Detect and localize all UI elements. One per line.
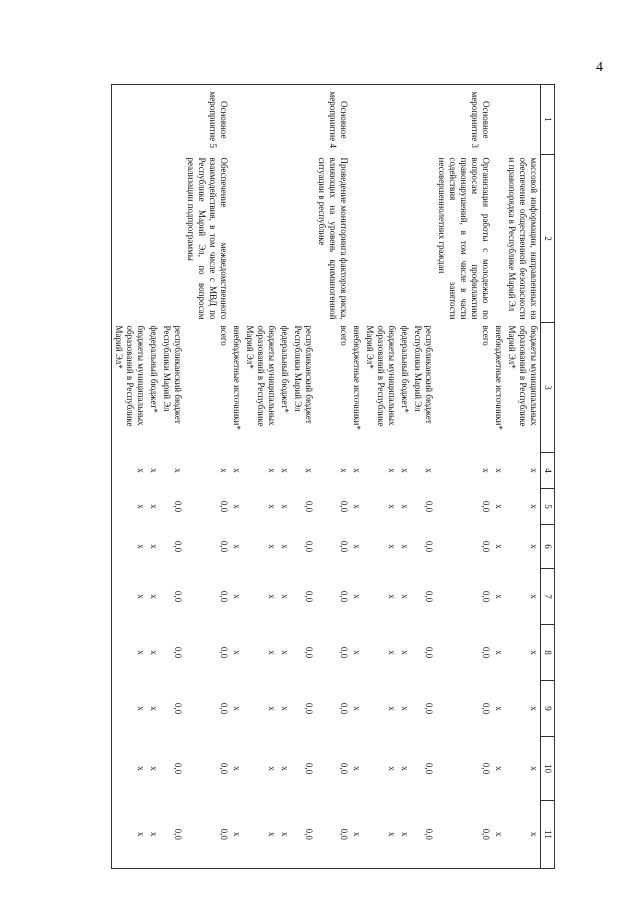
- value-cell: х: [149, 766, 159, 771]
- value-cell: х: [280, 594, 290, 599]
- value-cell: х: [400, 706, 410, 711]
- value-cell: х: [149, 468, 159, 473]
- value-cell: х: [529, 594, 539, 599]
- value-cell: х: [232, 650, 242, 655]
- value-cell: х: [494, 766, 504, 771]
- header-row: [541, 85, 555, 869]
- table-row: [363, 85, 398, 869]
- value-cell: х: [280, 544, 290, 549]
- value-cell: х: [505, 801, 541, 869]
- value-cell: х: [494, 650, 504, 655]
- description-cell: [243, 155, 278, 323]
- value-cell: х: [232, 706, 242, 711]
- value-cell: 0,0: [424, 500, 434, 513]
- value-cell: х: [304, 468, 314, 473]
- value-cell: 0,0: [339, 500, 349, 513]
- column-header-9: 9: [541, 681, 555, 737]
- table-row: [160, 85, 184, 869]
- description-cell: [230, 155, 243, 323]
- value-cell: х: [352, 504, 362, 509]
- value-cell: х: [267, 650, 277, 655]
- value-cell: 0,0: [173, 500, 183, 513]
- table-row: [492, 85, 505, 869]
- description-cell: [291, 155, 315, 323]
- value-cell: х: [352, 468, 362, 473]
- value-cell: х: [494, 468, 504, 473]
- value-cell: х: [267, 504, 277, 509]
- value-cell: 0,0: [481, 646, 491, 659]
- table-row: [435, 85, 492, 869]
- value-cell: х: [112, 525, 148, 569]
- page-number: 4: [596, 60, 603, 75]
- value-cell: 0,0: [304, 762, 314, 775]
- value-cell: 0,0: [411, 801, 435, 869]
- activity-cell: [291, 85, 315, 155]
- value-cell: 0,0: [173, 540, 183, 553]
- activity-cell: [492, 85, 505, 155]
- table-row: [350, 85, 363, 869]
- value-cell: х: [494, 504, 504, 509]
- value-cell: х: [352, 706, 362, 711]
- value-cell: х: [400, 544, 410, 549]
- table-row: [291, 85, 315, 869]
- value-cell: х: [350, 801, 363, 869]
- activity-cell: [243, 85, 278, 155]
- value-cell: х: [387, 468, 397, 473]
- value-cell: х: [149, 504, 159, 509]
- description-cell: [147, 155, 160, 323]
- activity-cell: Основное мероприятие 4: [315, 85, 350, 155]
- table-row: [243, 85, 278, 869]
- value-cell: х: [232, 504, 242, 509]
- value-cell: х: [400, 468, 410, 473]
- description-cell: Обеспечение межведомственного взаимодействия, в том числе с МВД по Республике Марий Эл, по вопросам реализации подпрограммы: [186, 157, 229, 320]
- value-cell: х: [387, 766, 397, 771]
- value-cell: 0,0: [173, 702, 183, 715]
- source-cell: федеральный бюджет*: [149, 325, 159, 413]
- value-cell: х: [267, 594, 277, 599]
- value-cell: 0,0: [219, 500, 229, 513]
- value-cell: х: [363, 801, 398, 869]
- value-cell: х: [529, 468, 539, 473]
- column-header-6: 6: [541, 525, 555, 569]
- column-header-4: 4: [541, 453, 555, 489]
- value-cell: 0,0: [339, 702, 349, 715]
- description-cell: Организация работы с молодежью по вопросам профилактики правонарушений, в том числе в части содействия занятости несовершеннолетних граждан: [437, 157, 491, 320]
- column-header-8: 8: [541, 625, 555, 681]
- value-cell: 0,0: [339, 590, 349, 603]
- value-cell: 0,0: [339, 762, 349, 775]
- source-cell: всего: [339, 325, 349, 346]
- value-cell: 0,0: [481, 702, 491, 715]
- value-cell: 0,0: [219, 590, 229, 603]
- column-header-2: 2: [541, 155, 555, 323]
- value-cell: 0,0: [219, 762, 229, 775]
- value-cell: 0,0: [481, 590, 491, 603]
- column-header-5: 5: [541, 489, 555, 525]
- source-cell: внебюджетные источники*: [232, 325, 242, 430]
- table-row: [315, 85, 350, 869]
- value-cell: х: [529, 544, 539, 549]
- description-cell: [492, 155, 505, 323]
- activity-cell: [363, 85, 398, 155]
- column-header-11: 11: [541, 801, 555, 869]
- value-cell: х: [280, 504, 290, 509]
- value-cell: 0,0: [481, 762, 491, 775]
- value-cell: 0,0: [173, 590, 183, 603]
- value-cell: х: [280, 650, 290, 655]
- value-cell: х: [149, 544, 159, 549]
- value-cell: х: [267, 544, 277, 549]
- value-cell: 0,0: [219, 540, 229, 553]
- value-cell: х: [149, 706, 159, 711]
- value-cell: 0,0: [291, 801, 315, 869]
- value-cell: 0,0: [315, 801, 350, 869]
- value-cell: х: [529, 706, 539, 711]
- value-cell: 0,0: [424, 762, 434, 775]
- value-cell: х: [492, 801, 505, 869]
- value-cell: х: [387, 544, 397, 549]
- value-cell: х: [219, 468, 229, 473]
- activity-cell: [398, 85, 411, 155]
- value-cell: 0,0: [435, 801, 492, 869]
- value-cell: х: [352, 766, 362, 771]
- description-cell: [411, 155, 435, 323]
- value-cell: х: [494, 544, 504, 549]
- description-cell: [363, 155, 398, 323]
- value-cell: 0,0: [184, 801, 230, 869]
- source-cell: внебюджетные источники*: [352, 325, 362, 430]
- value-cell: х: [400, 766, 410, 771]
- source-cell: внебюджетные источники*: [494, 325, 504, 430]
- source-cell: бюджеты муниципальных образований в Республике Марий Эл*: [507, 325, 539, 427]
- source-cell: федеральный бюджет*: [280, 325, 290, 413]
- value-cell: х: [400, 504, 410, 509]
- value-cell: х: [149, 650, 159, 655]
- value-cell: 0,0: [219, 702, 229, 715]
- value-cell: х: [424, 468, 434, 473]
- value-cell: х: [112, 737, 148, 801]
- value-cell: х: [112, 625, 148, 681]
- value-cell: х: [494, 594, 504, 599]
- description-cell: [278, 155, 291, 323]
- table-row: [398, 85, 411, 869]
- value-cell: х: [280, 706, 290, 711]
- value-cell: х: [387, 650, 397, 655]
- value-cell: х: [232, 468, 242, 473]
- value-cell: х: [529, 766, 539, 771]
- activity-cell: [350, 85, 363, 155]
- rotated-table-container: [111, 84, 555, 868]
- source-cell: бюджеты муниципальных образований в Республике Марий Эл*: [365, 325, 397, 427]
- value-cell: 0,0: [424, 540, 434, 553]
- value-cell: 0,0: [481, 540, 491, 553]
- description-cell: Проведение мониторинга факторов риска, влияющих на уровень криминогенной ситуации в республике: [317, 157, 349, 320]
- value-cell: х: [352, 650, 362, 655]
- value-cell: х: [112, 801, 148, 869]
- value-cell: х: [278, 801, 291, 869]
- source-cell: всего: [481, 325, 491, 346]
- activity-cell: [112, 85, 148, 155]
- value-cell: х: [352, 594, 362, 599]
- value-cell: х: [112, 681, 148, 737]
- value-cell: х: [232, 594, 242, 599]
- value-cell: х: [232, 544, 242, 549]
- description-cell: [112, 155, 148, 323]
- value-cell: х: [280, 766, 290, 771]
- activity-cell: Основное мероприятие 5: [184, 85, 230, 155]
- table-row: [230, 85, 243, 869]
- table-row: [278, 85, 291, 869]
- activity-cell: [147, 85, 160, 155]
- value-cell: 0,0: [160, 801, 184, 869]
- funding-table: [111, 84, 555, 869]
- value-cell: х: [112, 453, 148, 489]
- value-cell: 0,0: [173, 762, 183, 775]
- value-cell: 0,0: [304, 702, 314, 715]
- value-cell: х: [243, 801, 278, 869]
- source-cell: республиканский бюджет Республики Марий Эл: [162, 325, 183, 424]
- value-cell: 0,0: [424, 646, 434, 659]
- table-body: [112, 85, 541, 869]
- value-cell: х: [112, 569, 148, 625]
- value-cell: х: [387, 504, 397, 509]
- column-header-10: 10: [541, 737, 555, 801]
- value-cell: х: [173, 468, 183, 473]
- table-row: [411, 85, 435, 869]
- value-cell: х: [387, 706, 397, 711]
- value-cell: 0,0: [304, 540, 314, 553]
- activity-cell: [505, 85, 541, 155]
- activity-cell: [411, 85, 435, 155]
- column-header-7: 7: [541, 569, 555, 625]
- value-cell: х: [147, 801, 160, 869]
- description-cell: [160, 155, 184, 323]
- value-cell: х: [112, 489, 148, 525]
- source-cell: республиканский бюджет Республики Марий Эл: [413, 325, 434, 424]
- value-cell: х: [280, 468, 290, 473]
- value-cell: х: [232, 766, 242, 771]
- activity-cell: [230, 85, 243, 155]
- source-cell: республиканский бюджет Республики Марий Эл: [293, 325, 314, 424]
- value-cell: х: [230, 801, 243, 869]
- table-row: [505, 85, 541, 869]
- value-cell: х: [149, 594, 159, 599]
- value-cell: х: [400, 650, 410, 655]
- value-cell: х: [352, 544, 362, 549]
- source-cell: всего: [219, 325, 229, 346]
- value-cell: 0,0: [304, 646, 314, 659]
- value-cell: х: [529, 504, 539, 509]
- value-cell: х: [400, 594, 410, 599]
- column-header-3: 3: [541, 323, 555, 453]
- value-cell: х: [398, 801, 411, 869]
- value-cell: 0,0: [424, 702, 434, 715]
- value-cell: 0,0: [304, 590, 314, 603]
- source-cell: бюджеты муниципальных образований в Республике Марий Эл*: [245, 325, 277, 427]
- source-cell: бюджеты муниципальных образований в Республике Марий Эл*: [112, 323, 148, 453]
- description-cell: [398, 155, 411, 323]
- value-cell: х: [387, 594, 397, 599]
- activity-cell: [160, 85, 184, 155]
- value-cell: х: [494, 706, 504, 711]
- value-cell: х: [529, 650, 539, 655]
- source-cell: федеральный бюджет*: [400, 325, 410, 413]
- table-row: [147, 85, 160, 869]
- activity-cell: Основное мероприятие 3: [435, 85, 492, 155]
- value-cell: 0,0: [339, 540, 349, 553]
- description-cell: массовой информации, направленных на обеспечение общественной безопасности и правопорядка в Республике Марий Эл: [507, 157, 539, 320]
- value-cell: х: [267, 468, 277, 473]
- table-row: [112, 85, 148, 869]
- value-cell: х: [481, 468, 491, 473]
- value-cell: 0,0: [339, 646, 349, 659]
- value-cell: х: [267, 766, 277, 771]
- value-cell: 0,0: [424, 590, 434, 603]
- value-cell: х: [339, 468, 349, 473]
- value-cell: 0,0: [481, 500, 491, 513]
- value-cell: 0,0: [219, 646, 229, 659]
- description-cell: [350, 155, 363, 323]
- value-cell: 0,0: [173, 646, 183, 659]
- value-cell: х: [267, 706, 277, 711]
- table-row: [184, 85, 230, 869]
- column-header-1: 1: [541, 85, 555, 155]
- value-cell: 0,0: [304, 500, 314, 513]
- activity-cell: [278, 85, 291, 155]
